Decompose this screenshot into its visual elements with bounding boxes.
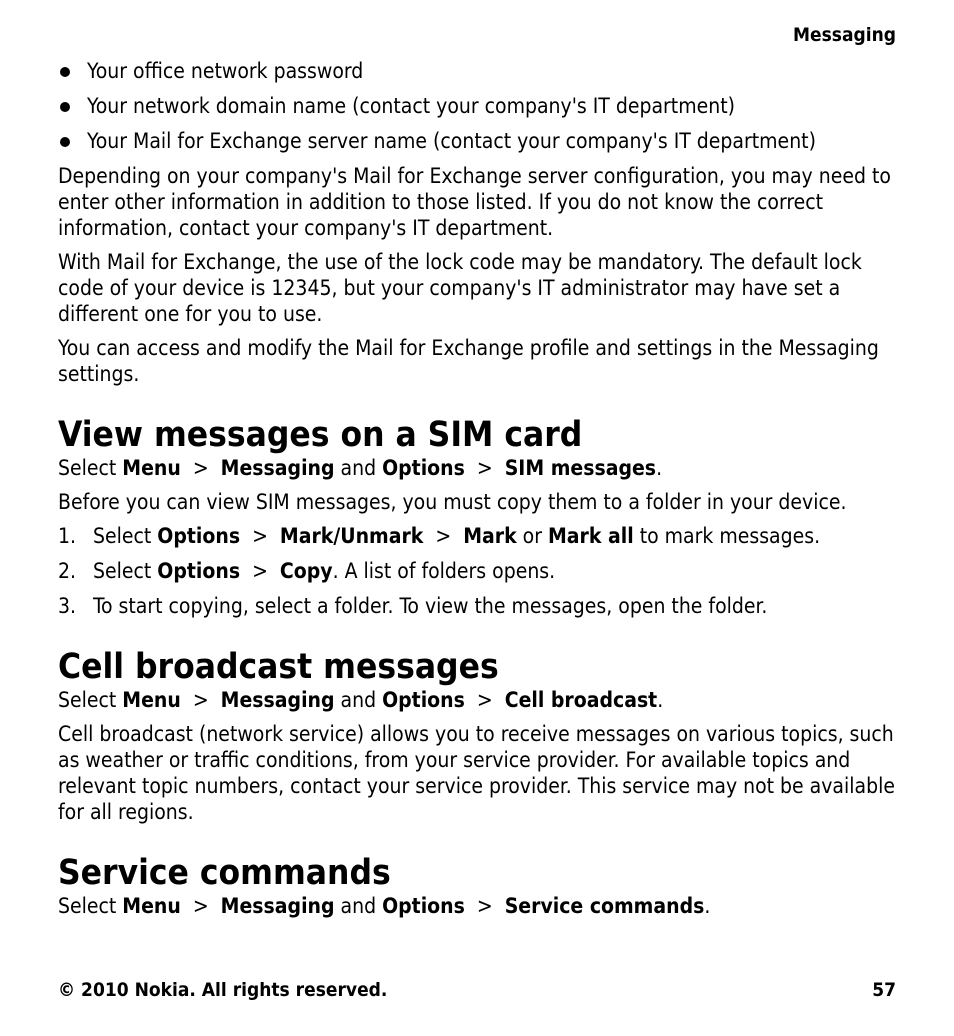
sim-steps-list: [58, 523, 898, 619]
page-content: [58, 58, 898, 927]
list-item-text: Your office network password: [87, 59, 364, 83]
step-number: 3.: [58, 594, 77, 618]
paragraph-server-config: Depending on your company's Mail for Exchange server configuration, you may need to enter other information in addition to those listed. If you do not know the correct information, contact your company's IT department.: [58, 164, 891, 240]
instruction-sim-path: Select Menu > Messaging and Options > SIM messages.: [58, 456, 663, 480]
list-item-text: Your network domain name (contact your company's IT department): [87, 94, 735, 118]
menu-label: Menu: [122, 456, 181, 480]
paragraph-lock-code: With Mail for Exchange, the use of the lock code may be mandatory. The default lock code of your device is 12345, but your company's IT administrator may have set a different one for you to use.: [58, 250, 862, 326]
running-header: Messaging: [793, 24, 896, 46]
heading-sim-messages: View messages on a SIM card: [58, 415, 583, 455]
bullet-icon: [60, 137, 70, 147]
heading-service-commands: Service commands: [58, 853, 391, 893]
arrow-separator: >: [192, 456, 209, 480]
list-item: [58, 93, 898, 119]
list-item: [58, 128, 898, 154]
list-item-text: Your Mail for Exchange server name (contact your company's IT department): [87, 129, 816, 153]
step-item: 2. Select Options > Copy. A list of folders opens.: [58, 559, 556, 583]
instruction-cell-path: Select Menu > Messaging and Options > Cell broadcast.: [58, 688, 664, 712]
bullet-icon: [60, 102, 70, 112]
copyright-footer: © 2010 Nokia. All rights reserved.: [58, 979, 388, 1001]
list-item: [58, 58, 898, 84]
paragraph-sim-intro: Before you can view SIM messages, you must copy them to a folder in your device.: [58, 490, 847, 514]
instruction-service-path: Select Menu > Messaging and Options > Service commands.: [58, 894, 711, 918]
step-item: 1. Select Options > Mark/Unmark > Mark or Mark all to mark messages.: [58, 524, 821, 548]
sim-messages-label: SIM messages: [504, 456, 657, 480]
heading-cell-broadcast: Cell broadcast messages: [58, 647, 499, 687]
options-label: Options: [382, 456, 465, 480]
step-number: 1.: [58, 524, 77, 548]
paragraph-profile-settings: You can access and modify the Mail for Exchange profile and settings in the Messaging settings.: [58, 336, 879, 386]
bullet-icon: [60, 67, 70, 77]
requirements-list: [58, 58, 898, 154]
step-item: 3. To start copying, select a folder. To view the messages, open the folder.: [58, 594, 768, 618]
page-number: 57: [872, 979, 896, 1001]
paragraph-cell-body: Cell broadcast (network service) allows you to receive messages on various topics, such as weather or traffic conditions, from your service provider. For available topics and relevant topic numbers, contact your service provider. This service may not be available for all regions.: [58, 722, 895, 824]
messaging-label: Messaging: [220, 456, 335, 480]
step-number: 2.: [58, 559, 77, 583]
arrow-separator: >: [476, 456, 493, 480]
